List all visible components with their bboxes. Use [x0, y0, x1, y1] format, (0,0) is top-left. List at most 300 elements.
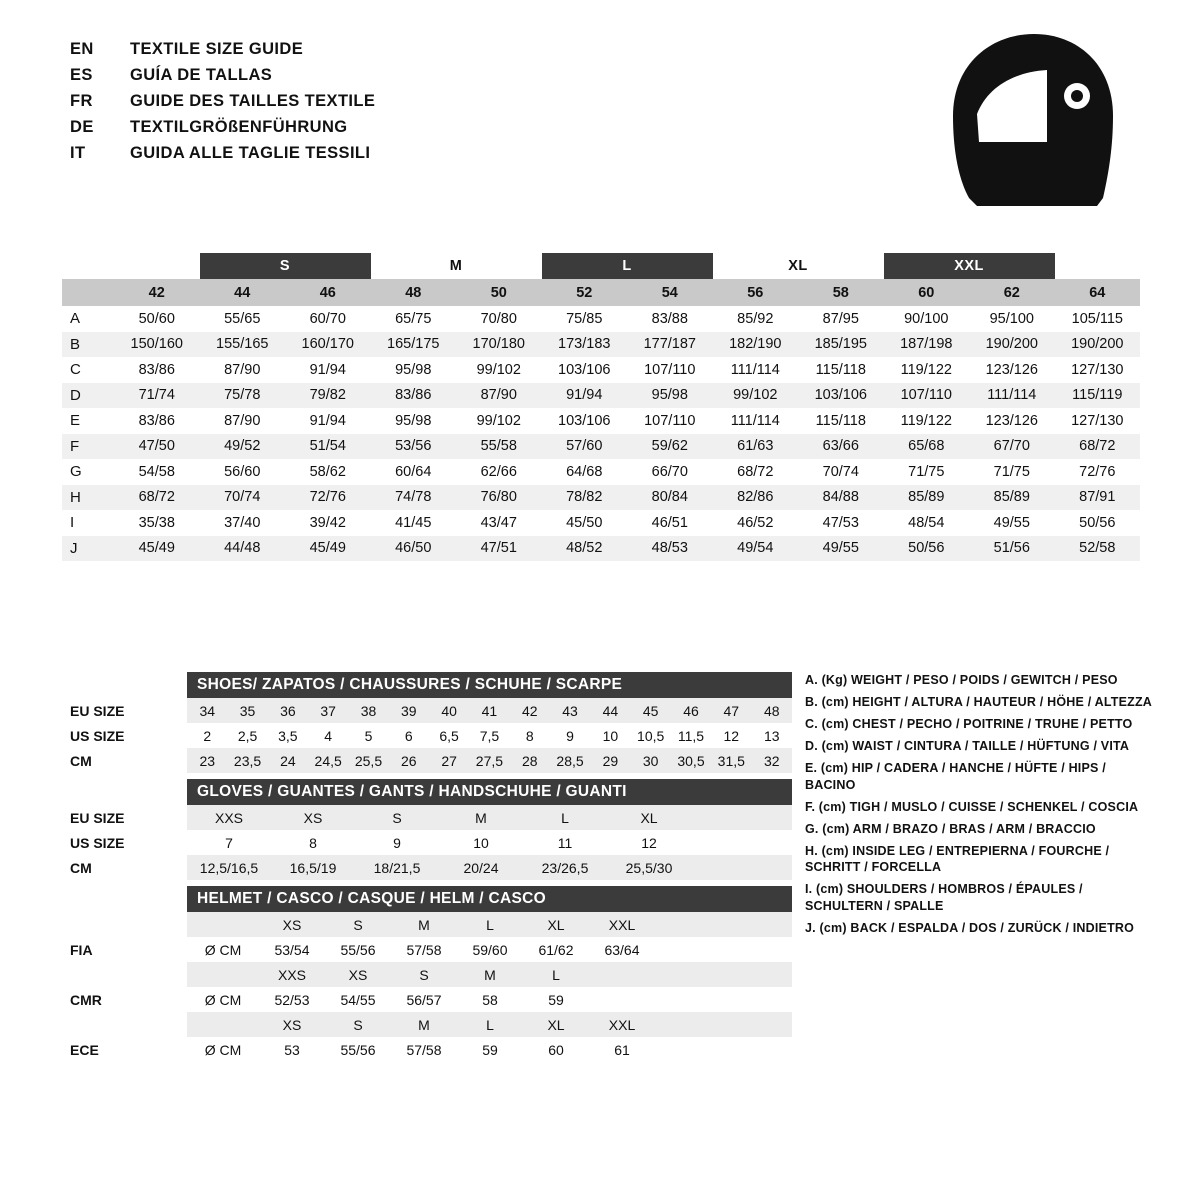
cell: 18/21,5 [355, 855, 439, 880]
measure-value: 111/114 [969, 383, 1055, 409]
measure-value: 49/55 [969, 510, 1055, 536]
measure-value: 78/82 [542, 485, 628, 511]
measure-value: 50/56 [1055, 510, 1141, 536]
cell: 59 [457, 1037, 523, 1062]
cell: 6 [389, 723, 429, 748]
measure-value: 52/58 [1055, 536, 1141, 562]
size-header: S [391, 962, 457, 987]
cell: 56/57 [391, 987, 457, 1012]
measure-value: 53/56 [371, 434, 457, 460]
cell: 61/62 [523, 937, 589, 962]
cell: 12 [607, 830, 691, 855]
row-label: FIA [62, 937, 187, 962]
measure-value: 111/114 [713, 357, 799, 383]
table-row [62, 748, 792, 773]
cell: 43 [550, 698, 590, 723]
cell: 9 [355, 830, 439, 855]
cell: XXS [187, 805, 271, 830]
cell: 39 [389, 698, 429, 723]
legend-text: A. (Kg) WEIGHT / PESO / POIDS / GEWITCH / PESO [805, 673, 1118, 687]
measure-value: 71/74 [114, 383, 200, 409]
header-title: GUIDE DES TAILLES TEXTILE [130, 92, 376, 110]
row-label: EU SIZE [62, 805, 187, 830]
table-row [62, 332, 1140, 358]
measure-value: 107/110 [627, 357, 713, 383]
measure-value: 76/80 [456, 485, 542, 511]
measure-key: D [62, 383, 114, 409]
cell: 40 [429, 698, 469, 723]
measure-value: 87/90 [456, 383, 542, 409]
size-header: XS [259, 1012, 325, 1037]
cell: L [523, 805, 607, 830]
legend-text-continued: SCHULTERN / SPALLE [805, 898, 944, 913]
cell: 8 [271, 830, 355, 855]
cell: 11 [523, 830, 607, 855]
measure-value: 62/66 [456, 459, 542, 485]
measure-value: 55/65 [200, 306, 286, 332]
measure-value: 95/98 [371, 357, 457, 383]
legend-item [805, 843, 1155, 876]
unit-cell: Ø CM [187, 987, 259, 1012]
cell: 41 [469, 698, 509, 723]
measure-value: 45/49 [285, 536, 371, 562]
row-label-blank [62, 279, 114, 306]
cell-empty [655, 962, 792, 987]
table-row [62, 306, 1140, 332]
legend-item [805, 881, 1155, 914]
cell: 28 [510, 748, 550, 773]
measure-value: 111/114 [713, 408, 799, 434]
measure-value: 67/70 [969, 434, 1055, 460]
cell: 9 [550, 723, 590, 748]
measurement-legend [805, 672, 1155, 942]
row-label: CM [62, 855, 187, 880]
measure-value: 103/106 [542, 408, 628, 434]
cell: 36 [268, 698, 308, 723]
measure-value: 91/94 [542, 383, 628, 409]
size-header: L [457, 912, 523, 937]
cell: S [355, 805, 439, 830]
legend-text: C. (cm) CHEST / PECHO / POITRINE / TRUHE / PETTO [805, 717, 1133, 731]
size-number: 48 [371, 279, 457, 306]
band-empty [114, 253, 200, 279]
size-header: L [523, 962, 589, 987]
measure-value: 185/195 [798, 332, 884, 358]
measure-value: 50/56 [884, 536, 970, 562]
size-number-row [62, 279, 1140, 306]
measure-value: 68/72 [114, 485, 200, 511]
measure-value: 170/180 [456, 332, 542, 358]
helmet-icon [947, 30, 1122, 210]
legend-text: F. (cm) TIGH / MUSLO / CUISSE / SCHENKEL / COSCIA [805, 799, 1139, 814]
measure-value: 103/106 [542, 357, 628, 383]
measure-value: 72/76 [285, 485, 371, 511]
header-row [70, 66, 375, 92]
measure-value: 99/102 [713, 383, 799, 409]
cell: 58 [457, 987, 523, 1012]
cell: 6,5 [429, 723, 469, 748]
measure-value: 115/119 [1055, 383, 1141, 409]
measure-value: 70/80 [456, 306, 542, 332]
measure-key: C [62, 357, 114, 383]
size-header: XS [259, 912, 325, 937]
cell: 42 [510, 698, 550, 723]
measure-key: I [62, 510, 114, 536]
row-label: CMR [62, 987, 187, 1012]
cell: 2,5 [227, 723, 267, 748]
header-title: TEXTILE SIZE GUIDE [130, 40, 304, 58]
measure-value: 107/110 [627, 408, 713, 434]
table-row [62, 1012, 792, 1037]
measure-value: 55/58 [456, 434, 542, 460]
language-code: EN [70, 40, 94, 58]
legend-text: J. (cm) BACK / ESPALDA / DOS / ZURÜCK / INDIETRO [805, 920, 1135, 935]
cell: 31,5 [711, 748, 751, 773]
measure-value: 79/82 [285, 383, 371, 409]
cell: 32 [751, 748, 792, 773]
cell: 16,5/19 [271, 855, 355, 880]
measure-value: 71/75 [969, 459, 1055, 485]
measure-value: 127/130 [1055, 357, 1141, 383]
measure-value: 68/72 [713, 459, 799, 485]
language-code: DE [70, 118, 94, 136]
measure-value: 123/126 [969, 357, 1055, 383]
measure-value: 87/95 [798, 306, 884, 332]
table-row [62, 510, 1140, 536]
helmet-title: HELMET / CASCO / CASQUE / HELM / CASCO [187, 886, 792, 912]
measure-value: 91/94 [285, 408, 371, 434]
cell: 63/64 [589, 937, 655, 962]
measure-value: 46/50 [371, 536, 457, 562]
cell: 59/60 [457, 937, 523, 962]
measure-value: 65/75 [371, 306, 457, 332]
cell: 7,5 [469, 723, 509, 748]
size-band-l: L [542, 253, 713, 279]
header-block [70, 40, 375, 170]
cell-empty [187, 1012, 259, 1037]
table-row [62, 855, 792, 880]
cell: 7 [187, 830, 271, 855]
cell: 11,5 [671, 723, 711, 748]
cell: 12 [711, 723, 751, 748]
table-row [62, 357, 1140, 383]
header-title: GUÍA DE TALLAS [130, 66, 273, 84]
legend-text: H. (cm) INSIDE LEG / ENTREPIERNA / FOURCHE / [805, 843, 1110, 858]
cell [589, 987, 655, 1012]
cell: 55/56 [325, 937, 391, 962]
cell: 28,5 [550, 748, 590, 773]
size-header: M [391, 912, 457, 937]
legend-text: E. (cm) HIP / CADERA / HANCHE / HÜFTE / HIPS / BACINO [805, 761, 1106, 792]
measure-value: 99/102 [456, 357, 542, 383]
measure-value: 60/64 [371, 459, 457, 485]
size-number: 62 [969, 279, 1055, 306]
measure-value: 54/58 [114, 459, 200, 485]
row-label: CM [62, 748, 187, 773]
cell: 52/53 [259, 987, 325, 1012]
size-number: 56 [713, 279, 799, 306]
measure-value: 63/66 [798, 434, 884, 460]
measure-value: 49/54 [713, 536, 799, 562]
measure-value: 66/70 [627, 459, 713, 485]
measure-value: 85/89 [969, 485, 1055, 511]
measure-value: 187/198 [884, 332, 970, 358]
cell: 23 [187, 748, 227, 773]
measure-value: 59/62 [627, 434, 713, 460]
cell: 25,5 [348, 748, 388, 773]
legend-text: I. (cm) SHOULDERS / HOMBROS / ÉPAULES / [805, 882, 1083, 896]
table-row [62, 698, 792, 723]
measure-value: 49/52 [200, 434, 286, 460]
measure-value: 46/51 [627, 510, 713, 536]
row-label-blank [62, 1012, 187, 1037]
cell: XS [271, 805, 355, 830]
size-number: 46 [285, 279, 371, 306]
cell: 25,5/30 [607, 855, 691, 880]
cell: 35 [227, 698, 267, 723]
measure-value: 107/110 [884, 383, 970, 409]
header-row [70, 40, 375, 66]
measure-value: 75/85 [542, 306, 628, 332]
table-row [62, 434, 1140, 460]
measure-value: 56/60 [200, 459, 286, 485]
cell: 26 [389, 748, 429, 773]
cell-empty [691, 805, 792, 830]
row-label-blank [62, 912, 187, 937]
measure-value: 45/49 [114, 536, 200, 562]
cell: 27 [429, 748, 469, 773]
header-title: TEXTILGRÖßENFÜHRUNG [130, 118, 348, 136]
cell: 48 [751, 698, 792, 723]
cell: 44 [590, 698, 630, 723]
cell: XL [607, 805, 691, 830]
measure-value: 160/170 [285, 332, 371, 358]
cell: 57/58 [391, 937, 457, 962]
measure-value: 74/78 [371, 485, 457, 511]
measure-value: 50/60 [114, 306, 200, 332]
measure-value: 45/50 [542, 510, 628, 536]
legend-item [805, 694, 1155, 711]
gloves-title: GLOVES / GUANTES / GANTS / HANDSCHUHE / GUANTI [187, 779, 792, 805]
measure-value: 39/42 [285, 510, 371, 536]
cell: 10 [590, 723, 630, 748]
row-label-blank [62, 962, 187, 987]
measure-value: 85/89 [884, 485, 970, 511]
table-row [62, 830, 792, 855]
table-row [62, 937, 792, 962]
measure-value: 83/86 [371, 383, 457, 409]
cell: 46 [671, 698, 711, 723]
measure-value: 190/200 [969, 332, 1055, 358]
measure-value: 182/190 [713, 332, 799, 358]
measure-value: 47/53 [798, 510, 884, 536]
cell: 47 [711, 698, 751, 723]
cell: 29 [590, 748, 630, 773]
measure-value: 127/130 [1055, 408, 1141, 434]
size-number: 50 [456, 279, 542, 306]
measure-value: 75/78 [200, 383, 286, 409]
gloves-section [62, 779, 792, 880]
measure-value: 119/122 [884, 408, 970, 434]
cell: M [439, 805, 523, 830]
size-header: XL [523, 1012, 589, 1037]
measure-key: J [62, 536, 114, 562]
table-row [62, 1037, 792, 1062]
measure-value: 72/76 [1055, 459, 1141, 485]
band-empty [62, 253, 114, 279]
measure-value: 35/38 [114, 510, 200, 536]
cell: 5 [348, 723, 388, 748]
legend-text: G. (cm) ARM / BRAZO / BRAS / ARM / BRACCIO [805, 821, 1096, 836]
size-header: XXL [589, 1012, 655, 1037]
size-band-s: S [200, 253, 371, 279]
measure-value: 90/100 [884, 306, 970, 332]
size-band-row [62, 253, 1140, 279]
table-row [62, 962, 792, 987]
language-code: IT [70, 144, 86, 162]
cell: 38 [348, 698, 388, 723]
measure-value: 177/187 [627, 332, 713, 358]
table-row [62, 805, 792, 830]
legend-item [805, 760, 1155, 793]
legend-text-continued: SCHRITT / FORCELLA [805, 860, 942, 874]
measure-value: 46/52 [713, 510, 799, 536]
legend-item [805, 920, 1155, 937]
cell: 30,5 [671, 748, 711, 773]
size-number: 44 [200, 279, 286, 306]
cell-empty [655, 987, 792, 1012]
measure-value: 155/165 [200, 332, 286, 358]
measure-value: 95/100 [969, 306, 1055, 332]
legend-text: B. (cm) HEIGHT / ALTURA / HAUTEUR / HÖHE / ALTEZZA [805, 695, 1153, 709]
size-band-xxl: XXL [884, 253, 1055, 279]
table-row [62, 536, 1140, 562]
cell: 23,5 [227, 748, 267, 773]
legend-item [805, 799, 1155, 816]
measure-value: 87/90 [200, 357, 286, 383]
size-header: XXS [259, 962, 325, 987]
measure-value: 61/63 [713, 434, 799, 460]
cell-empty [187, 912, 259, 937]
header-title: GUIDA ALLE TAGLIE TESSILI [130, 144, 371, 162]
measure-value: 82/86 [713, 485, 799, 511]
cell: 53/54 [259, 937, 325, 962]
table-row [62, 383, 1140, 409]
measure-value: 123/126 [969, 408, 1055, 434]
measure-value: 71/75 [884, 459, 970, 485]
measure-value: 87/90 [200, 408, 286, 434]
measure-value: 83/88 [627, 306, 713, 332]
cell-empty [691, 855, 792, 880]
cell: 60 [523, 1037, 589, 1062]
measure-value: 165/175 [371, 332, 457, 358]
size-number: 54 [627, 279, 713, 306]
accessories-tables [62, 672, 792, 1068]
cell: 24 [268, 748, 308, 773]
measure-value: 68/72 [1055, 434, 1141, 460]
measure-value: 51/56 [969, 536, 1055, 562]
cell: 54/55 [325, 987, 391, 1012]
table-row [62, 408, 1140, 434]
measure-value: 57/60 [542, 434, 628, 460]
measure-value: 37/40 [200, 510, 286, 536]
cell: 12,5/16,5 [187, 855, 271, 880]
cell: 55/56 [325, 1037, 391, 1062]
size-number: 52 [542, 279, 628, 306]
measure-key: F [62, 434, 114, 460]
shoes-title: SHOES/ ZAPATOS / CHAUSSURES / SCHUHE / SCARPE [187, 672, 792, 698]
cell: 10,5 [631, 723, 671, 748]
row-label: US SIZE [62, 723, 187, 748]
language-code: FR [70, 92, 93, 110]
measure-value: 84/88 [798, 485, 884, 511]
measure-key: B [62, 332, 114, 358]
legend-item [805, 716, 1155, 733]
helmet-section [62, 886, 792, 1062]
cell-empty [655, 937, 792, 962]
cell: 10 [439, 830, 523, 855]
size-header: XL [523, 912, 589, 937]
table-row [62, 723, 792, 748]
size-header: S [325, 912, 391, 937]
cell: 57/58 [391, 1037, 457, 1062]
row-label: EU SIZE [62, 698, 187, 723]
measure-key: H [62, 485, 114, 511]
measure-value: 51/54 [285, 434, 371, 460]
measure-value: 47/50 [114, 434, 200, 460]
cell: 20/24 [439, 855, 523, 880]
measure-value: 48/52 [542, 536, 628, 562]
legend-item [805, 738, 1155, 755]
size-header [589, 962, 655, 987]
measure-value: 103/106 [798, 383, 884, 409]
measure-value: 43/47 [456, 510, 542, 536]
header-row [70, 92, 375, 118]
size-number: 64 [1055, 279, 1141, 306]
measure-value: 115/118 [798, 357, 884, 383]
size-number: 42 [114, 279, 200, 306]
size-header: M [391, 1012, 457, 1037]
cell-empty [691, 830, 792, 855]
cell: 3,5 [268, 723, 308, 748]
textile-size-table [62, 253, 1140, 561]
cell: 37 [308, 698, 348, 723]
cell: 27,5 [469, 748, 509, 773]
cell: 8 [510, 723, 550, 748]
measure-value: 99/102 [456, 408, 542, 434]
measure-value: 95/98 [371, 408, 457, 434]
cell-empty [655, 1012, 792, 1037]
measure-value: 44/48 [200, 536, 286, 562]
row-label: ECE [62, 1037, 187, 1062]
size-header: M [457, 962, 523, 987]
measure-value: 41/45 [371, 510, 457, 536]
cell-empty [655, 912, 792, 937]
measure-value: 83/86 [114, 408, 200, 434]
measure-value: 83/86 [114, 357, 200, 383]
cell-empty [655, 1037, 792, 1062]
legend-item [805, 672, 1155, 689]
measure-key: G [62, 459, 114, 485]
legend-text: D. (cm) WAIST / CINTURA / TAILLE / HÜFTUNG / VITA [805, 739, 1130, 753]
measure-value: 48/53 [627, 536, 713, 562]
unit-cell: Ø CM [187, 1037, 259, 1062]
size-header: L [457, 1012, 523, 1037]
cell: 2 [187, 723, 227, 748]
measure-value: 48/54 [884, 510, 970, 536]
measure-value: 58/62 [285, 459, 371, 485]
measure-value: 105/115 [1055, 306, 1141, 332]
